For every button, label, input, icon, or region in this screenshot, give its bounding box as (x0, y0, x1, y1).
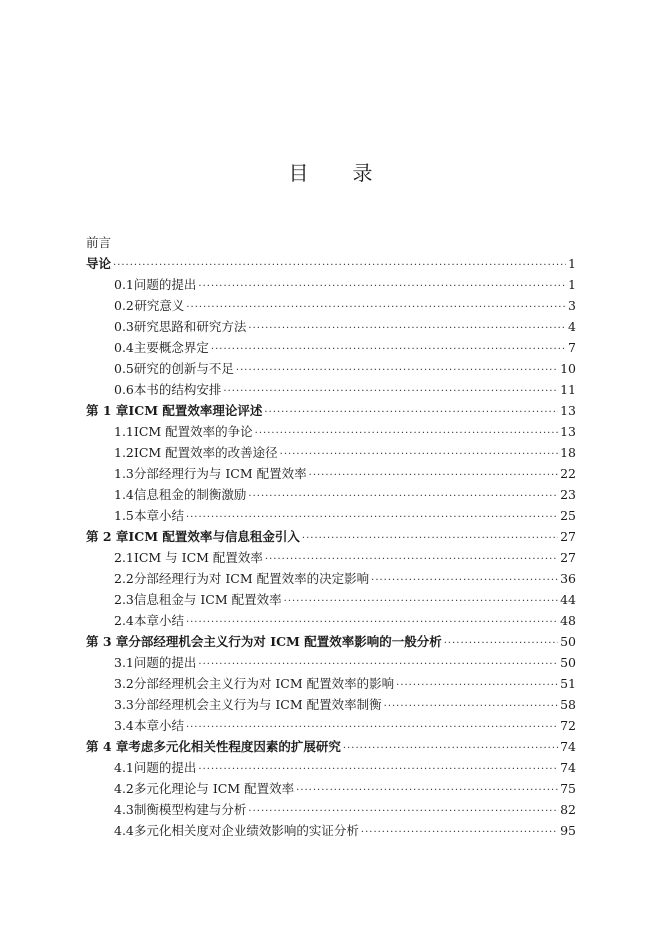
entry-page-number: 1 (568, 277, 576, 292)
entry-page-number: 22 (560, 466, 576, 481)
entry-number: 1.4 (114, 487, 134, 502)
entry-number: 4.1 (114, 760, 134, 775)
entry-number: 0.5 (114, 361, 134, 376)
entry-number: 1.5 (114, 508, 134, 523)
entry-page-number: 44 (560, 592, 576, 607)
entry-number: 0.2 (114, 298, 134, 313)
entry-page-number: 36 (560, 571, 576, 586)
entry-page-number: 50 (560, 634, 576, 649)
dot-leader (444, 633, 558, 654)
toc-section-entry[interactable] (86, 757, 576, 778)
entry-page-number: 3 (568, 298, 576, 313)
toc-section-entry[interactable] (86, 799, 576, 820)
entry-page-number: 50 (560, 655, 576, 670)
toc-chapter-entry[interactable] (86, 400, 576, 421)
toc-section-entry[interactable] (86, 295, 576, 316)
dot-leader (264, 402, 558, 423)
entry-title: ICM 配置效率的改善途径 (133, 445, 278, 460)
entry-page-number: 13 (560, 403, 576, 418)
dot-leader (186, 612, 558, 633)
entry-page-number: 75 (560, 781, 576, 796)
entry-number: 4.3 (114, 802, 134, 817)
title-char-1: 目 (288, 161, 309, 185)
entry-title: 信息租金的制衡激励 (133, 487, 247, 502)
entry-number: 3.3 (114, 697, 134, 712)
entry-number: 2.1 (114, 550, 134, 565)
toc-chapter-entry[interactable] (86, 526, 576, 547)
toc-section-entry[interactable] (86, 442, 576, 463)
toc-section-entry[interactable] (86, 715, 576, 736)
toc-section-entry[interactable] (86, 484, 576, 505)
entry-number: 第 2 章 (86, 529, 129, 544)
dot-leader (198, 276, 566, 297)
entry-title: 分部经理机会主义行为对 ICM 配置效率影响的一般分析 (128, 634, 442, 649)
toc-section-entry[interactable] (86, 316, 576, 337)
entry-number: 0.6 (114, 382, 134, 397)
entry-page-number: 27 (560, 529, 576, 544)
toc-chapter-entry[interactable] (86, 736, 576, 757)
entry-page-number: 74 (560, 760, 576, 775)
dot-leader (384, 696, 558, 717)
entry-title: 分部经理机会主义行为与 ICM 配置效率制衡 (133, 697, 382, 712)
entry-title: 分部经理行为对 ICM 配置效率的决定影响 (133, 571, 370, 586)
dot-leader (284, 591, 558, 612)
entry-page-number: 58 (560, 697, 576, 712)
entry-title: 多元化相关度对企业绩效影响的实证分析 (133, 823, 359, 838)
toc-section-entry[interactable] (86, 358, 576, 379)
dot-leader (186, 717, 558, 738)
entry-number: 0.4 (114, 340, 134, 355)
entry-title: ICM 配置效率与信息租金引入 (128, 529, 300, 544)
entry-title: ICM 配置效率的争论 (133, 424, 253, 439)
toc-section-entry[interactable] (86, 337, 576, 358)
entry-title: 问题的提出 (133, 277, 197, 292)
entry-page-number: 74 (560, 739, 576, 754)
entry-title: ICM 与 ICM 配置效率 (133, 550, 263, 565)
dot-leader (396, 675, 558, 696)
entry-title: 本章小结 (133, 718, 184, 733)
toc-section-entry[interactable] (86, 820, 576, 841)
entry-number: 3.2 (114, 676, 134, 691)
entry-page-number: 72 (560, 718, 576, 733)
entry-page-number: 95 (560, 823, 576, 838)
dot-leader (361, 822, 558, 843)
entry-title: 研究思路和研究方法 (133, 319, 247, 334)
entry-page-number: 10 (560, 361, 576, 376)
dot-leader (248, 318, 566, 339)
dot-leader (296, 780, 558, 801)
entry-title: 制衡模型构建与分析 (133, 802, 247, 817)
entry-title: 本书的结构安排 (133, 382, 222, 397)
entry-title: 考虑多元化相关性程度因素的扩展研究 (128, 739, 341, 754)
entry-page-number: 23 (560, 487, 576, 502)
entry-page-number: 51 (560, 676, 576, 691)
toc-section-entry[interactable] (86, 421, 576, 442)
entry-title: 问题的提出 (133, 760, 197, 775)
dot-leader (302, 528, 558, 549)
dot-leader (343, 738, 558, 759)
toc-section-entry[interactable] (86, 463, 576, 484)
entry-title: 研究意义 (134, 298, 185, 313)
dot-leader (186, 507, 558, 528)
entry-number: 4.4 (114, 823, 134, 838)
entry-title: 问题的提出 (133, 655, 197, 670)
dot-leader (248, 801, 558, 822)
dot-leader (248, 486, 558, 507)
dot-leader (198, 759, 558, 780)
toc-section-entry[interactable] (86, 379, 576, 400)
toc-section-entry[interactable] (86, 673, 576, 694)
entry-number: 2.4 (114, 613, 134, 628)
dot-leader (113, 255, 566, 276)
entry-number: 0.3 (114, 319, 134, 334)
entry-page-number: 27 (560, 550, 576, 565)
table-of-contents (86, 232, 576, 841)
entry-title: ICM 配置效率理论评述 (128, 403, 263, 418)
entry-title: 多元化理论与 ICM 配置效率 (133, 781, 295, 796)
entry-page-number: 4 (568, 319, 576, 334)
entry-title: 主要概念界定 (133, 340, 209, 355)
entry-number: 2.2 (114, 571, 134, 586)
entry-page-number: 82 (560, 802, 576, 817)
dot-leader (309, 465, 558, 486)
entry-number: 第 4 章 (86, 739, 129, 754)
toc-section-entry[interactable] (86, 610, 576, 631)
entry-number: 1.3 (114, 466, 134, 481)
entry-page-number: 13 (560, 424, 576, 439)
entry-number: 3.4 (114, 718, 134, 733)
toc-chapter-entry[interactable] (86, 253, 576, 274)
entry-number: 2.3 (114, 592, 134, 607)
dot-leader (236, 360, 558, 381)
dot-leader (223, 381, 558, 402)
entry-title: 导论 (86, 256, 112, 271)
entry-number: 第 3 章 (86, 634, 129, 649)
entry-page-number: 48 (560, 613, 576, 628)
entry-page-number: 18 (560, 445, 576, 460)
dot-leader (186, 297, 566, 318)
entry-page-number: 7 (568, 340, 576, 355)
entry-title: 本章小结 (133, 508, 184, 523)
title-char-2: 录 (352, 161, 373, 185)
toc-section-entry[interactable] (86, 694, 576, 715)
entry-title: 研究的创新与不足 (133, 361, 234, 376)
toc-section-entry[interactable] (86, 568, 576, 589)
entry-number: 1.1 (114, 424, 134, 439)
entry-number: 4.2 (114, 781, 134, 796)
entry-number: 0.1 (114, 277, 134, 292)
entry-page-number: 25 (560, 508, 576, 523)
entry-number: 第 1 章 (86, 403, 129, 418)
dot-leader (198, 654, 558, 675)
toc-preface[interactable]: 前言 (86, 235, 112, 250)
page-title (0, 157, 661, 186)
toc-section-entry[interactable] (86, 547, 576, 568)
toc-section-entry[interactable] (86, 274, 576, 295)
entry-page-number: 11 (560, 382, 576, 397)
toc-section-entry[interactable] (86, 589, 576, 610)
dot-leader (371, 570, 558, 591)
entry-number: 1.2 (114, 445, 134, 460)
entry-title: 分部经理机会主义行为对 ICM 配置效率的影响 (133, 676, 395, 691)
entry-title: 本章小结 (133, 613, 184, 628)
toc-section-entry[interactable] (86, 505, 576, 526)
dot-leader (255, 423, 558, 444)
entry-number: 3.1 (114, 655, 134, 670)
toc-section-entry[interactable] (86, 652, 576, 673)
toc-chapter-entry[interactable] (86, 631, 576, 652)
toc-section-entry[interactable] (86, 778, 576, 799)
entry-title: 信息租金与 ICM 配置效率 (133, 592, 282, 607)
entry-page-number: 1 (568, 256, 576, 271)
entry-title: 分部经理行为与 ICM 配置效率 (133, 466, 307, 481)
dot-leader (280, 444, 558, 465)
dot-leader (265, 549, 558, 570)
dot-leader (211, 339, 566, 360)
